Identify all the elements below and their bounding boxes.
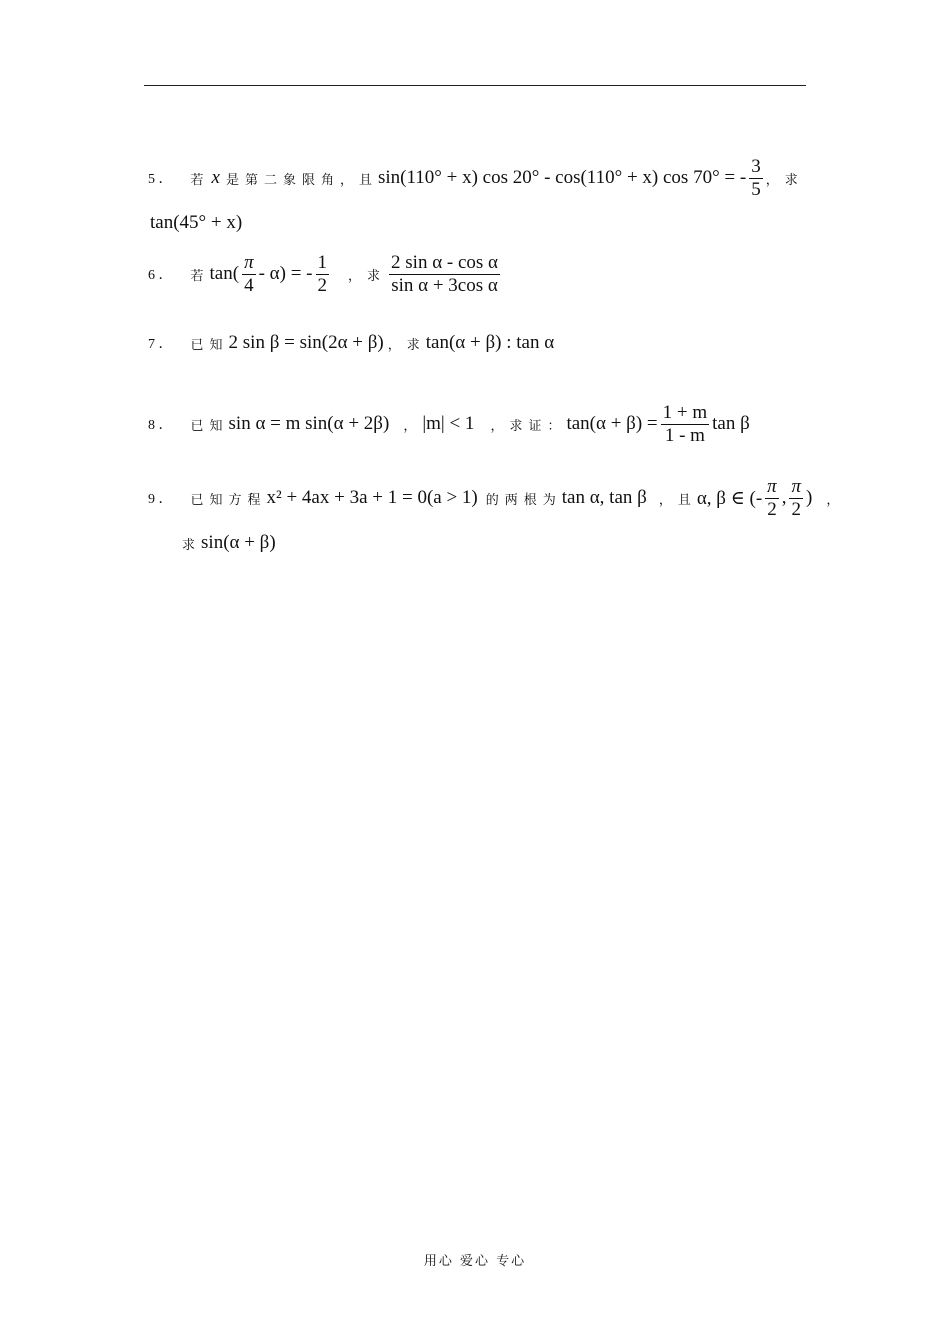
formula: sin(110° + x) cos 20° - cos(110° + x) cos 70° = - <box>377 167 747 189</box>
question-5: 5 ． 若 x 是第二象限角，且 sin(110° + x) cos 20° - cos(110° + x) cos 70° = - $\frac{3}{5}$ ，求 <box>148 156 804 200</box>
question-7: 7 ． 已知 2 sin β = sin(2α + β) ，求 tan(α + β) : tan α <box>148 332 555 353</box>
question-9-line2: 求 sin(α + β) <box>182 532 276 553</box>
fraction: $\frac{1 + m}{1 - m}$ <box>662 402 708 446</box>
page-footer: 用心 爱心 专心 <box>423 1254 527 1269</box>
fraction: $\frac{1}{2}$ <box>317 252 327 296</box>
fraction: $\frac{\pi}{2}$ <box>767 476 777 520</box>
fraction: $\frac{\pi}{2}$ <box>791 476 801 520</box>
question-number: 9 ． <box>148 492 173 508</box>
question-9: 9 ． 已知方程 x² + 4ax + 3a + 1 = 0(a > 1) 的两根为 tan α, tan β ，且 α, β ∈ (- $\frac{\pi}{2}$ , $\frac{\pi}{2}$ ) ， <box>148 476 846 520</box>
question-number: 7 ． <box>148 337 173 352</box>
question-8: 8 ． 已知 sin α = m sin(α + 2β) ， |m| < 1 ，求证： tan(α + β) = $\frac{1 + m}{1 - m}$ tan β <box>148 402 750 446</box>
fraction: $\frac{\pi}{4}$ <box>244 252 254 296</box>
question-number: 5 ． <box>148 172 173 188</box>
question-6: 6 ． 若 tan( $\frac{\pi}{4}$ - α) = - $\frac{1}{2}$ ，求 $\frac{\text{2 sin α - cos α}}{\text{sin α + 3cos α}}$ <box>148 252 499 296</box>
fraction: $\frac{3}{5}$ <box>751 156 761 200</box>
question-number: 8 ． <box>148 418 173 434</box>
fraction: $\frac{\text{2 sin α - cos α}}{\text{sin α + 3cos α}}$ <box>391 252 499 296</box>
question-5-line2: tan(45° + x) <box>150 212 243 233</box>
header-rule <box>144 85 806 86</box>
question-number: 6 ． <box>148 268 173 284</box>
